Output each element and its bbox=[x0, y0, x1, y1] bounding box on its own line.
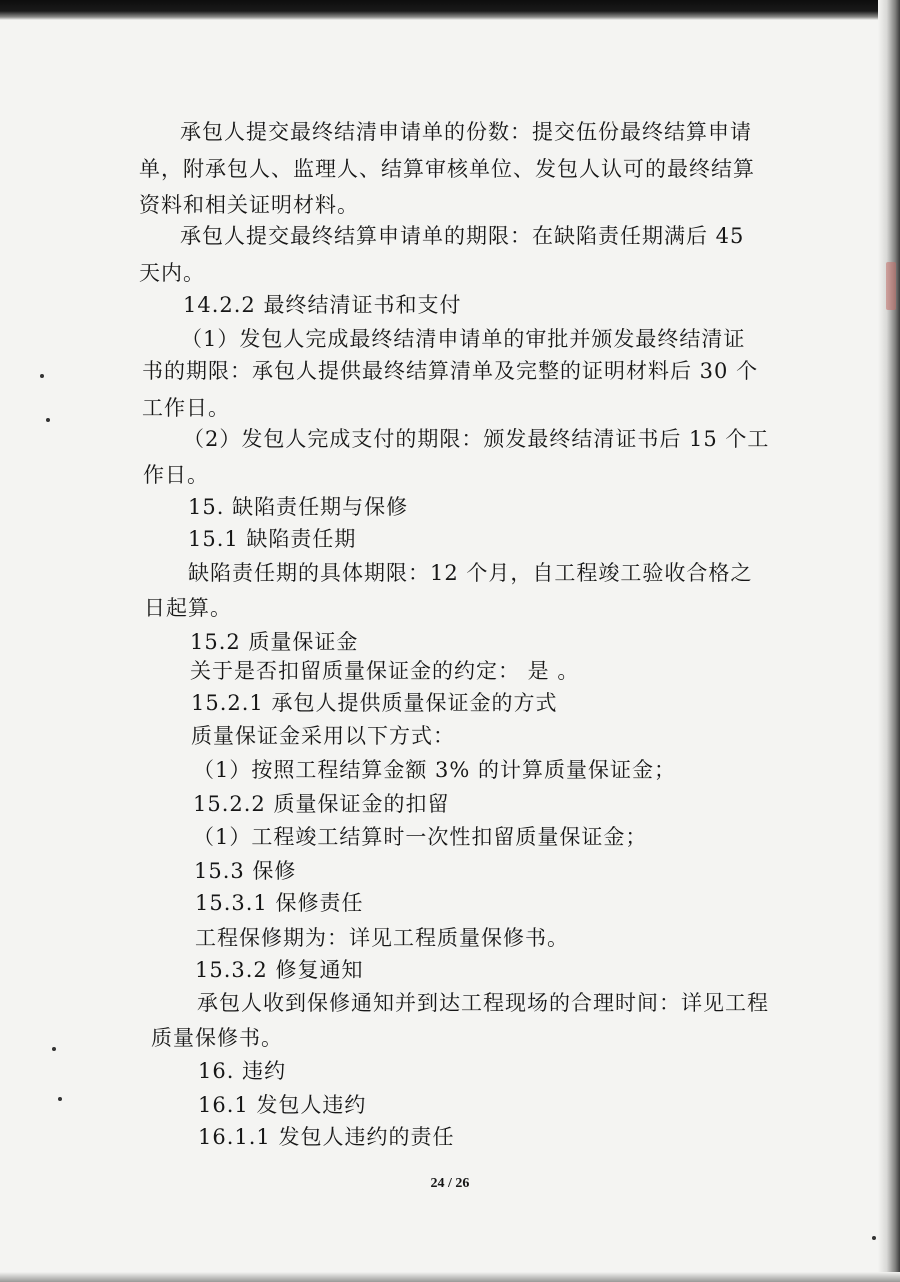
section-heading: 14.2.2 最终结清证书和支付 bbox=[183, 293, 462, 317]
body-text-line: 缺陷责任期的具体期限：12 个月，自工程竣工验收合格之 bbox=[188, 561, 753, 585]
body-text-line: 质量保修书。 bbox=[151, 1026, 283, 1050]
section-heading: 15.2.1 承包人提供质量保证金的方式 bbox=[191, 691, 558, 715]
body-text-line: 关于是否扣留质量保证金的约定： 是 。 bbox=[190, 659, 580, 683]
scan-bottom-border bbox=[0, 1272, 900, 1282]
body-text-line: 工作日。 bbox=[142, 396, 230, 420]
section-heading: 15.3 保修 bbox=[194, 859, 297, 883]
body-text-line: 质量保证金采用以下方式： bbox=[191, 724, 455, 748]
body-text-line: 承包人收到保修通知并到达工程现场的合理时间：详见工程 bbox=[197, 991, 769, 1015]
section-heading: 15.2.2 质量保证金的扣留 bbox=[193, 792, 450, 816]
section-heading: 16.1 发包人违约 bbox=[198, 1093, 367, 1117]
scan-speck bbox=[52, 1047, 56, 1051]
body-text-line: （2）发包人完成支付的期限：颁发最终结清证书后 15 个工 bbox=[183, 427, 770, 451]
body-text-line: （1）按照工程结算金额 3% 的计算质量保证金； bbox=[193, 758, 677, 782]
scan-speck bbox=[46, 418, 50, 422]
body-text-line: 工程保修期为：详见工程质量保修书。 bbox=[195, 926, 569, 950]
section-heading: 15.3.2 修复通知 bbox=[195, 958, 364, 982]
body-text-line: （1）发包人完成最终结清申请单的审批并颁发最终结清证 bbox=[181, 327, 746, 351]
scan-right-border bbox=[878, 0, 900, 1282]
page-number: 24 / 26 bbox=[430, 1176, 470, 1191]
body-text-line: 单，附承包人、监理人、结算审核单位、发包人认可的最终结算 bbox=[139, 157, 755, 181]
scan-top-border bbox=[0, 0, 900, 20]
body-text-line: 承包人提交最终结清申请单的份数：提交伍份最终结算申请 bbox=[180, 120, 752, 144]
body-text-line: （1）工程竣工结算时一次性扣留质量保证金； bbox=[193, 825, 648, 849]
body-text-line: 书的期限：承包人提供最终结算清单及完整的证明材料后 30 个 bbox=[142, 359, 759, 383]
body-text-line: 作日。 bbox=[143, 463, 209, 487]
body-text-line: 承包人提交最终结算申请单的期限：在缺陷责任期满后 45 bbox=[180, 224, 745, 248]
body-text-line: 天内。 bbox=[139, 261, 205, 285]
section-heading: 16. 违约 bbox=[198, 1059, 287, 1083]
section-heading: 16.1.1 发包人违约的责任 bbox=[198, 1125, 455, 1149]
section-heading: 15. 缺陷责任期与保修 bbox=[188, 495, 409, 519]
scan-speck bbox=[872, 1236, 876, 1240]
scan-speck bbox=[58, 1097, 62, 1101]
scan-speck bbox=[40, 374, 44, 378]
scan-artifact-mark bbox=[886, 262, 896, 310]
body-text-line: 资料和相关证明材料。 bbox=[139, 193, 359, 217]
section-heading: 15.3.1 保修责任 bbox=[195, 891, 364, 915]
body-text-line: 日起算。 bbox=[144, 596, 232, 620]
section-heading: 15.1 缺陷责任期 bbox=[188, 527, 357, 551]
section-heading: 15.2 质量保证金 bbox=[190, 630, 359, 654]
